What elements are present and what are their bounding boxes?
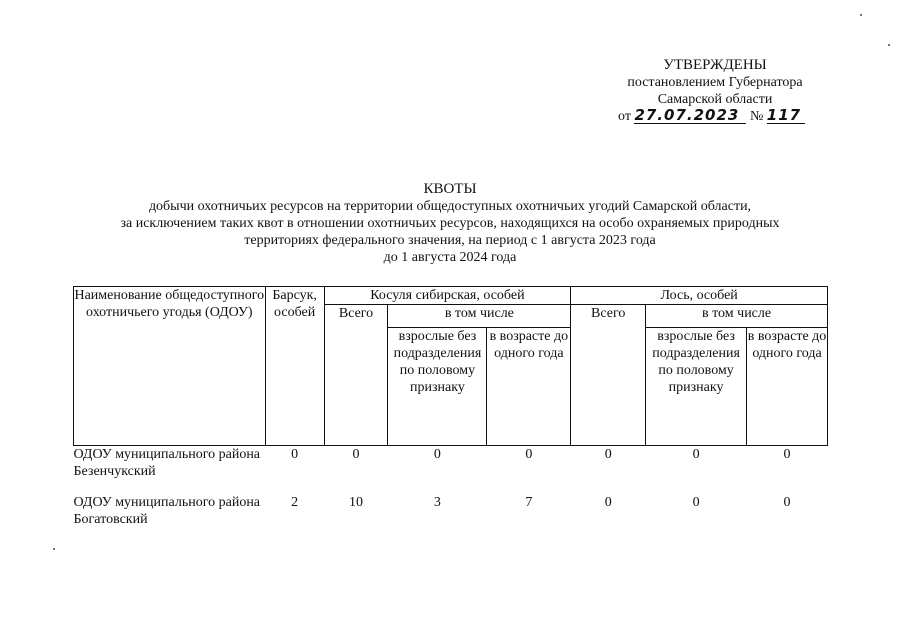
cell-elk-young: 0 <box>783 494 791 510</box>
header-elk-total: Всего <box>571 305 646 446</box>
cell-roe-total: 0 <box>352 447 360 462</box>
cell-badger: 2 <box>291 494 299 510</box>
header-roe-including: в том числе <box>388 305 571 328</box>
approval-number: 117 <box>767 108 805 124</box>
header-roe-total: Всего <box>324 305 388 446</box>
scan-speck <box>888 44 890 46</box>
title-line-2: за исключением таких квот в отношении охотничьих ресурсов, находящихся на особо охраняемых природных <box>120 216 780 231</box>
approval-block <box>600 57 830 125</box>
table-row <box>74 446 828 494</box>
header-roe: Косуля сибирская, особей <box>324 287 571 305</box>
approval-line-2: Самарской области <box>657 92 773 107</box>
header-elk-adults: взрослые без подразделения по половому признаку <box>646 328 747 446</box>
date-prefix: от <box>618 109 631 124</box>
cell-roe-adults: 0 <box>433 447 441 462</box>
number-prefix: № <box>749 109 764 124</box>
cell-roe-adults: 3 <box>433 494 441 510</box>
approval-date: 27.07.2023 <box>634 108 746 124</box>
header-odou: Наименование общедоступного охотничьего угодья (ОДОУ) <box>74 287 266 446</box>
header-roe-young: в возрасте до одного года <box>487 328 571 446</box>
cell-roe-total: 10 <box>349 494 364 510</box>
row-name: ОДОУ муниципального района Безенчукский <box>73 447 261 479</box>
header-elk-young: в возрасте до одного года <box>747 328 828 446</box>
table-row <box>74 494 828 528</box>
approval-line-1: постановлением Губернатора <box>627 75 803 90</box>
cell-roe-young: 7 <box>525 494 533 510</box>
cell-badger: 0 <box>291 447 299 462</box>
approval-date-line <box>600 108 830 125</box>
title-line-1: добычи охотничьих ресурсов на территории общедоступных охотничьих угодий Самарской области, <box>148 199 752 214</box>
document-title <box>60 181 840 266</box>
cell-elk-total: 0 <box>604 447 612 462</box>
header-badger: Барсук, особей <box>265 287 324 446</box>
header-roe-adults: взрослые без подразделения по половому признаку <box>388 328 487 446</box>
cell-elk-adults: 0 <box>692 494 700 510</box>
header-elk-including: в том числе <box>646 305 828 328</box>
title-heading: КВОТЫ <box>423 181 477 197</box>
quota-table <box>73 286 828 528</box>
cell-roe-young: 0 <box>525 447 533 462</box>
cell-elk-total: 0 <box>604 494 612 510</box>
header-elk: Лось, особей <box>571 287 828 305</box>
title-line-3: территориях федерального значения, на период с 1 августа 2023 года <box>244 233 656 248</box>
row-name: ОДОУ муниципального района Богатовский <box>73 494 261 527</box>
title-line-4: до 1 августа 2024 года <box>383 250 517 265</box>
approval-heading: УТВЕРЖДЕНЫ <box>663 57 767 73</box>
scan-speck <box>860 14 862 16</box>
cell-elk-young: 0 <box>783 447 791 462</box>
scan-speck <box>53 548 55 550</box>
cell-elk-adults: 0 <box>692 447 700 462</box>
